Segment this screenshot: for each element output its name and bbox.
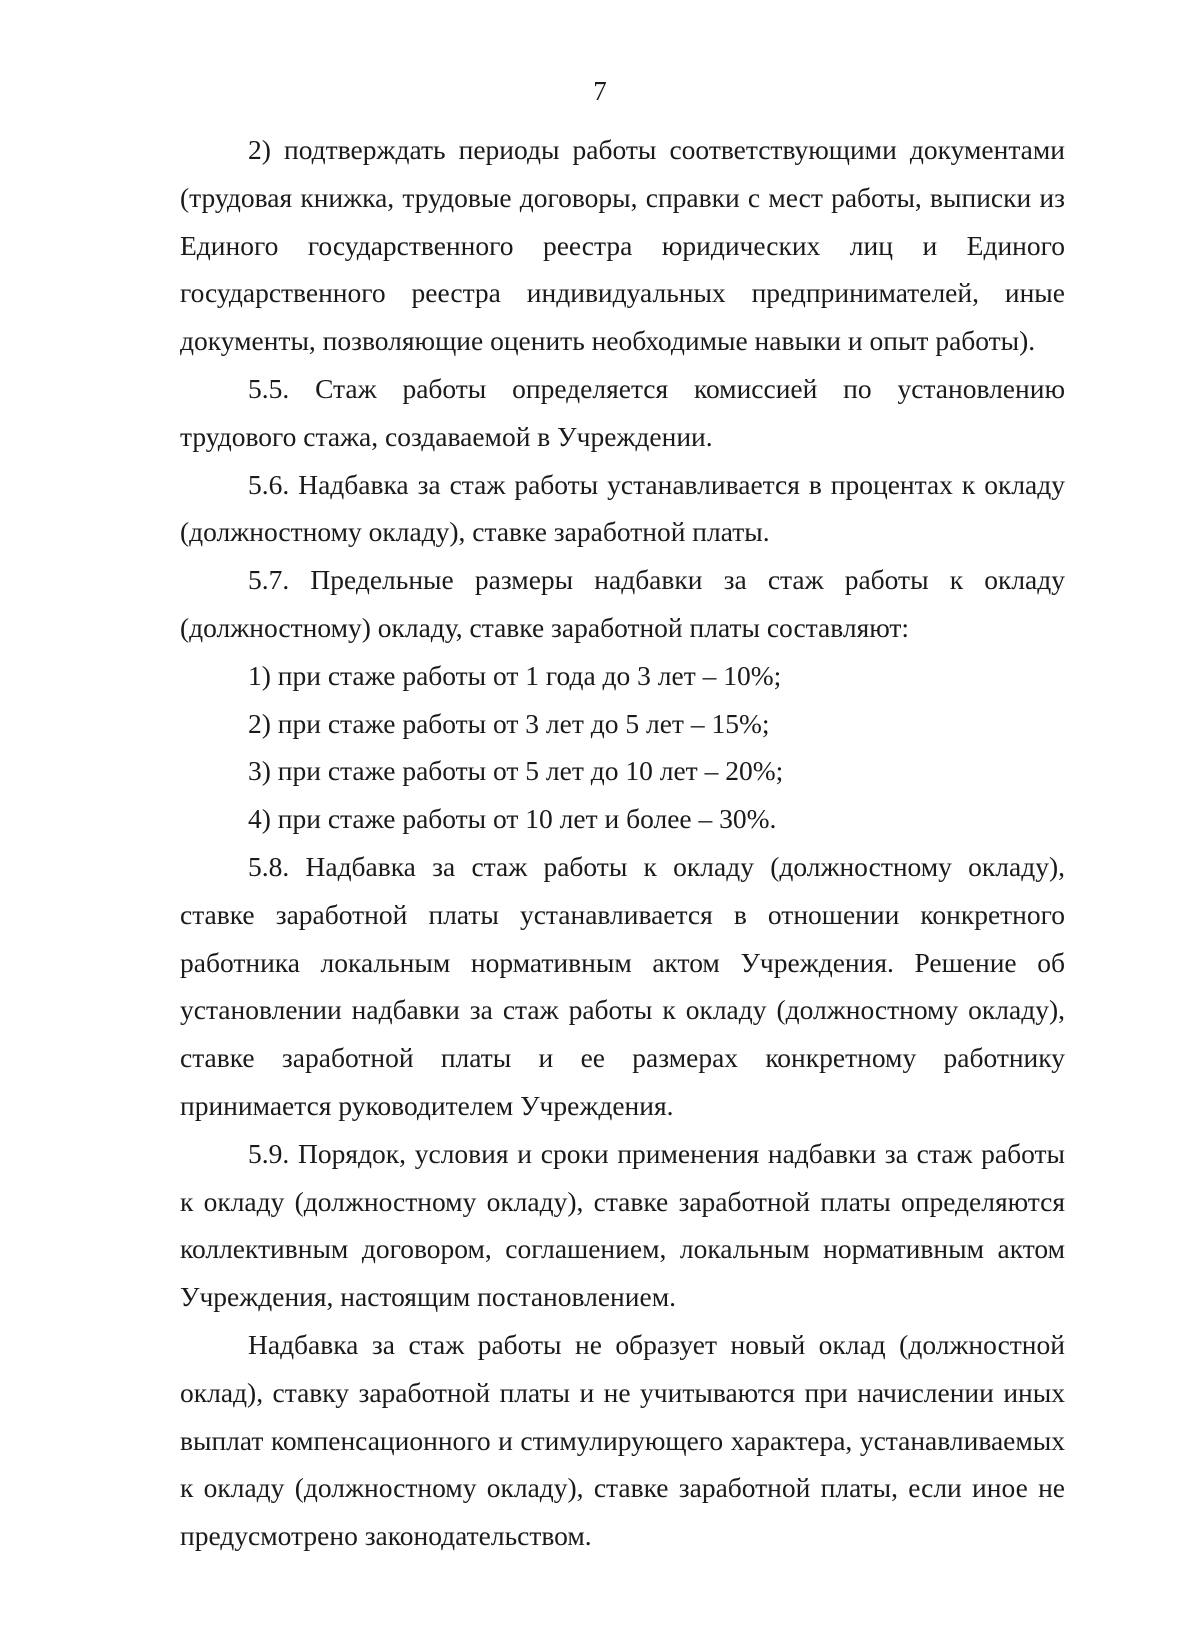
document-body — [180, 126, 1065, 1560]
paragraph-supplement-note: Надбавка за стаж работы не образует новый оклад (должностной оклад), ставку заработной платы и не учитываются при начислении иных выплат компенсационного и стимулирующего характера, устанавливаемых к окладу (должностному окладу), ставке заработной платы, если иное не предусмотрено законодательством. — [180, 1328, 1065, 1552]
list-item-1: 1) при стаже работы от 1 года до 3 лет – 10%; — [248, 659, 782, 691]
paragraph-item-2-documents: 2) подтверждать периоды работы соответствующими документами (трудовая книжка, трудовые договоры, справки с мест работы, выписки из Единого государственного реестра юридических лиц и Единого государственного реестра индивидуальных предпринимателей, иные документы, позволяющие оценить необходимые навыки и опыт работы). — [180, 134, 1065, 357]
paragraph-5-9: 5.9. Порядок, условия и сроки применения надбавки за стаж работы к окладу (должностному окладу), ставке заработной платы определяются коллективным договором, соглашением, локальным нормативным актом Учреждения, настоящим постановлением. — [180, 1137, 1065, 1313]
list-item-3: 3) при стаже работы от 5 лет до 10 лет – 20%; — [248, 755, 784, 787]
paragraph-5-8: 5.8. Надбавка за стаж работы к окладу (должностному окладу), ставке заработной платы устанавливается в отношении конкретного работника локальным нормативным актом Учреждения. Решение об установлении надбавки за стаж работы к окладу (должностному окладу), ставке заработной платы и ее размерах конкретному работнику принимается руководителем Учреждения. — [180, 850, 1065, 1121]
list-item-2: 2) при стаже работы от 3 лет до 5 лет – 15%; — [248, 707, 770, 739]
list-item-4: 4) при стаже работы от 10 лет и более – 30%. — [248, 803, 777, 835]
page-number: 7 — [593, 76, 607, 106]
paragraph-5-7: 5.7. Предельные размеры надбавки за стаж работы к окладу (должностному) окладу, ставке заработной платы составляют: — [180, 564, 1065, 643]
paragraph-5-6: 5.6. Надбавка за стаж работы устанавливается в процентах к окладу (должностному окладу), ставке заработной платы. — [180, 468, 1065, 548]
paragraph-5-5: 5.5. Стаж работы определяется комиссией по установлению трудового стажа, создаваемой в Учреждении. — [180, 372, 1065, 452]
